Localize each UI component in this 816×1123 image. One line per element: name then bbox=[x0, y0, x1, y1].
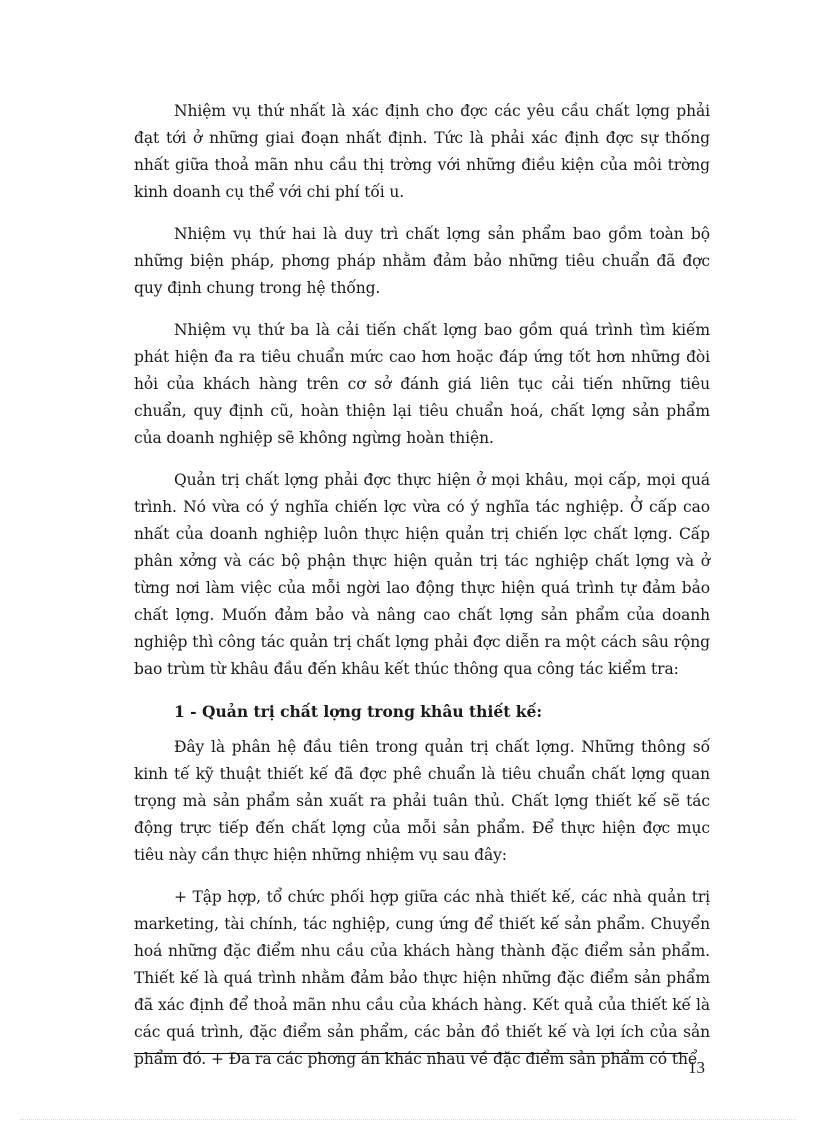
document-body bbox=[134, 98, 710, 1088]
paragraph-task-two: Nhiệm vụ thứ hai là duy trì chất lợng sản phẩm bao gồm toàn bộ những biện pháp, phơng pháp nhằm đảm bảo những tiêu chuẩn đã đợc quy định chung trong hệ thống. bbox=[134, 225, 710, 297]
paragraph-design-phase: Đây là phân hệ đầu tiên trong quản trị chất lợng. Những thông số kinh tế kỹ thuật thiết kế đã đợc phê chuẩn là tiêu chuẩn chất lợng quan trọng mà sản phẩm sản xuất ra phải tuân thủ. Chất lợng thiết kế sẽ tác động trực tiếp đến chất lợng của mỗi sản phẩm. Để thực hiện đợc mục tiêu này cần thực hiện những nhiệm vụ sau đây: bbox=[134, 738, 710, 864]
page-number: 13 bbox=[688, 1058, 705, 1077]
paragraph-task-one: Nhiệm vụ thứ nhất là xác định cho đợc các yêu cầu chất lợng phải đạt tới ở những giai đoạn nhất định. Tức là phải xác định đợc sự thống nhất giữa thoả mãn nhu cầu thị trờng với những điều kiện của môi trờng kinh doanh cụ thể với chi phí tối u. bbox=[134, 102, 710, 201]
footer-divider bbox=[134, 1053, 688, 1054]
page-bottom-border bbox=[20, 1119, 796, 1120]
paragraph-design-tasks: + Tập hợp, tổ chức phối hợp giữa các nhà thiết kế, các nhà quản trị marketing, tài chính, tác nghiệp, cung ứng để thiết kế sản phẩm. Chuyển hoá những đặc điểm nhu cầu của khách hàng thành đặc điểm sản phẩm. Thiết kế là quá trình nhằm đảm bảo thực hiện những đặc điểm sản phẩm đã xác định để thoả mãn nhu cầu của khách hàng. Kết quả của thiết kế là các quá trình, đặc điểm sản phẩm, các bản đồ thiết kế và lợi ích của sản phẩm đó. + Đa ra các phơng án khác nhau về đặc điểm sản phẩm có thể bbox=[134, 888, 710, 1068]
section-heading: 1 - Quản trị chất lợng trong khâu thiết kế: bbox=[174, 702, 543, 721]
paragraph-quality-management: Quản trị chất lợng phải đợc thực hiện ở mọi khâu, mọi cấp, mọi quá trình. Nó vừa có ý nghĩa chiến lợc vừa có ý nghĩa tác nghiệp. Ở cấp cao nhất của doanh nghiệp luôn thực hiện quản trị chiến lợc chất lợng. Cấp phân xởng và các bộ phận thực hiện quản trị tác nghiệp chất lợng và ở từng nơi làm việc của mỗi ngời lao động thực hiện quá trình tự đảm bảo chất lợng. Muốn đảm bảo và nâng cao chất lợng sản phẩm của doanh nghiệp thì công tác quản trị chất lợng phải đợc diễn ra một cách sâu rộng bao trùm từ khâu đầu đến khâu kết thúc thông qua công tác kiểm tra: bbox=[134, 471, 710, 678]
paragraph-task-three: Nhiệm vụ thứ ba là cải tiến chất lợng bao gồm quá trình tìm kiếm phát hiện đa ra tiêu chuẩn mức cao hơn hoặc đáp ứng tốt hơn những đòi hỏi của khách hàng trên cơ sở đánh giá liên tục cải tiến những tiêu chuẩn, quy định cũ, hoàn thiện lại tiêu chuẩn hoá, chất lợng sản phẩm của doanh nghiệp sẽ không ngừng hoàn thiện. bbox=[134, 321, 710, 447]
